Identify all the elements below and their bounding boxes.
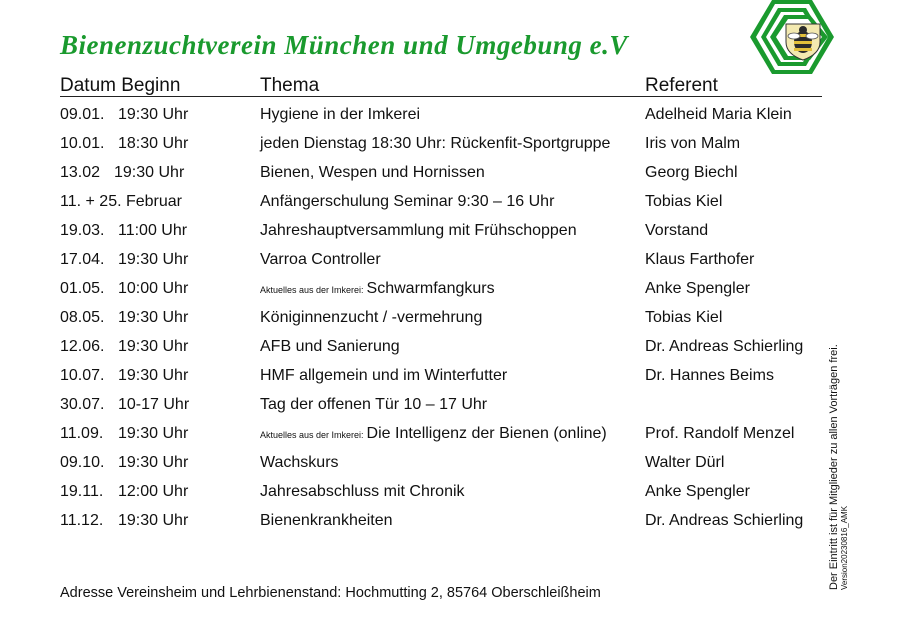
event-theme-prefix: Aktuelles aus der Imkerei: (260, 285, 364, 295)
event-theme-text: Jahreshauptversammlung mit Frühschoppen (260, 222, 577, 239)
event-time: 19:30 Uhr (118, 309, 189, 326)
event-date: 09.01. (60, 106, 105, 123)
event-time: 10:00 Uhr (118, 280, 189, 297)
table-row (60, 130, 822, 159)
event-theme-text: Varroa Controller (260, 251, 381, 268)
page-title: Bienenzuchtverein München und Umgebung e.V (60, 30, 628, 60)
event-time: 19:30 Uhr (118, 106, 189, 123)
event-referent: Adelheid Maria Klein (645, 106, 792, 123)
table-row (60, 188, 822, 217)
column-header-referent: Referent (645, 75, 718, 96)
table-row (60, 478, 822, 507)
event-time: 19:30 Uhr (118, 425, 189, 442)
event-date: 11. + 25. Februar (60, 193, 182, 210)
event-date: 30.07. (60, 396, 105, 413)
table-row (60, 246, 822, 275)
event-theme-prefix: Aktuelles aus der Imkerei: (260, 430, 364, 440)
event-referent: Vorstand (645, 222, 709, 239)
event-theme (260, 193, 554, 211)
event-theme-text: Tag der offenen Tür 10 – 17 Uhr (260, 396, 488, 413)
event-date: 11.09. (60, 425, 104, 442)
event-time: 19:30 Uhr (118, 251, 189, 268)
event-theme (260, 106, 420, 124)
event-date: 17.04. (60, 251, 105, 268)
bee-association-emblem-icon (748, 0, 836, 74)
event-theme-text: Schwarmfangkurs (366, 280, 495, 297)
event-referent: Dr. Hannes Beims (645, 367, 774, 384)
event-date: 19.03. (60, 222, 105, 239)
event-date: 11.12. (60, 512, 104, 529)
side-note-text: Der Eintritt ist für Mitglieder zu allen Vorträgen frei. (828, 344, 840, 590)
event-theme (260, 367, 507, 385)
event-theme-text: Bienenkrankheiten (260, 512, 393, 529)
event-referent: Anke Spengler (645, 280, 750, 297)
event-referent: Prof. Randolf Menzel (645, 425, 795, 442)
event-referent: Tobias Kiel (645, 193, 723, 210)
events-table (60, 101, 822, 536)
side-note (828, 344, 850, 590)
event-theme-text: HMF allgemein und im Winterfutter (260, 367, 508, 384)
table-row (60, 420, 822, 449)
event-theme (260, 222, 577, 240)
event-theme (260, 425, 607, 443)
event-referent: Klaus Farthofer (645, 251, 755, 268)
event-time: 19:30 Uhr (118, 512, 189, 529)
event-time: 12:00 Uhr (118, 483, 189, 500)
table-row (60, 449, 822, 478)
event-theme (260, 396, 487, 414)
table-row (60, 362, 822, 391)
table-row (60, 275, 822, 304)
event-theme-text: Bienen, Wespen und Hornissen (260, 164, 485, 181)
event-time: 18:30 Uhr (118, 135, 189, 152)
event-date: 19.11. (60, 483, 104, 500)
table-row (60, 333, 822, 362)
event-date: 08.05. (60, 309, 105, 326)
event-referent: Tobias Kiel (645, 309, 723, 326)
event-theme (260, 251, 381, 269)
event-time: 19:30 Uhr (118, 338, 189, 355)
event-time: 19:30 Uhr (118, 454, 189, 471)
event-referent: Dr. Andreas Schierling (645, 338, 804, 355)
event-theme-text: Die Intelligenz der Bienen (online) (366, 425, 607, 442)
event-time: 19:30 Uhr (114, 164, 185, 181)
address-footer: Adresse Vereinsheim und Lehrbienenstand: Hochmutting 2, 85764 Oberschleißheim (60, 585, 601, 601)
event-theme-text: Wachskurs (260, 454, 339, 471)
event-theme (260, 164, 485, 182)
event-date: 09.10. (60, 454, 105, 471)
event-referent: Dr. Andreas Schierling (645, 512, 804, 529)
event-theme-text: Anfängerschulung Seminar 9:30 – 16 Uhr (260, 193, 555, 210)
event-date: 10.07. (60, 367, 105, 384)
event-date: 10.01. (60, 135, 105, 152)
table-row (60, 391, 822, 420)
event-theme-text: AFB und Sanierung (260, 338, 400, 355)
event-referent: Walter Dürl (645, 454, 725, 471)
event-theme (260, 338, 400, 356)
event-time: 11:00 Uhr (118, 222, 188, 239)
event-theme-text: Hygiene in der Imkerei (260, 106, 421, 123)
table-row (60, 101, 822, 130)
version-text: Version20230816_AMK (840, 505, 849, 590)
event-theme (260, 512, 393, 530)
event-date: 12.06. (60, 338, 105, 355)
event-referent: Iris von Malm (645, 135, 741, 152)
event-date: 01.05. (60, 280, 105, 297)
event-theme (260, 135, 610, 153)
column-header-theme: Thema (260, 75, 320, 96)
event-theme (260, 309, 482, 327)
event-time: 10-17 Uhr (118, 396, 190, 413)
event-referent: Anke Spengler (645, 483, 750, 500)
event-theme-text: jeden Dienstag 18:30 Uhr: Rückenfit-Sportgruppe (260, 135, 611, 152)
event-theme (260, 483, 465, 501)
table-row (60, 159, 822, 188)
table-header (60, 74, 822, 97)
event-referent: Georg Biechl (645, 164, 738, 181)
table-row (60, 304, 822, 333)
event-theme (260, 454, 339, 472)
event-date: 13.02 (60, 164, 101, 181)
table-row (60, 507, 822, 536)
column-header-date: Datum Beginn (60, 75, 181, 96)
event-theme (260, 280, 495, 298)
event-time: 19:30 Uhr (118, 367, 189, 384)
event-theme-text: Jahresabschluss mit Chronik (260, 483, 465, 500)
event-theme-text: Königinnenzucht / -vermehrung (260, 309, 483, 326)
table-row (60, 217, 822, 246)
